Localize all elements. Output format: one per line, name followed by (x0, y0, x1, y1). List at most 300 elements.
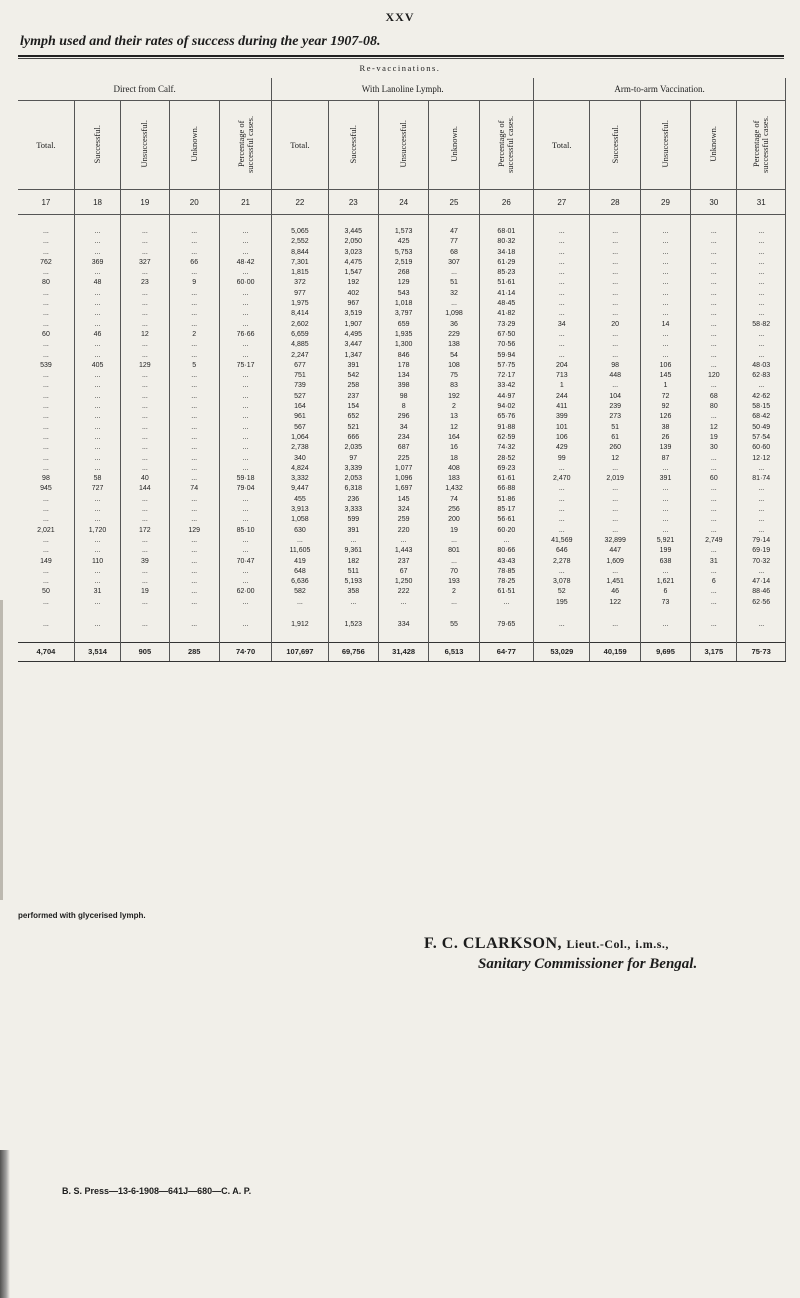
table-cell: 236 (328, 495, 378, 505)
table-cell: 46 (590, 587, 640, 597)
column-header (737, 101, 786, 190)
column-header (378, 101, 428, 190)
table-cell: 62·83 (737, 371, 786, 381)
total-cell: 74·70 (219, 643, 271, 662)
table-cell: 101 (534, 423, 590, 433)
table-cell: ... (590, 309, 640, 319)
total-cell: 75·73 (737, 643, 786, 662)
table-cell: 38 (640, 423, 690, 433)
table-cell: 57·54 (737, 433, 786, 443)
table-cell: ... (18, 248, 74, 258)
table-cell: 149 (18, 557, 74, 567)
table-cell: ... (121, 433, 169, 443)
table-cell: 411 (534, 402, 590, 412)
table-cell: ... (534, 237, 590, 247)
table-cell: 61·29 (479, 258, 533, 268)
table-cell: ... (691, 258, 737, 268)
table-cell: 58·82 (737, 320, 786, 330)
table-cell: 195 (534, 598, 590, 608)
table-cell: 129 (169, 526, 219, 536)
total-cell: 53,029 (534, 643, 590, 662)
table-row (18, 433, 786, 443)
table-row (18, 577, 786, 587)
table-row (18, 567, 786, 577)
table-cell: ... (640, 258, 690, 268)
table-cell: 192 (328, 278, 378, 288)
table-cell: 1,058 (272, 515, 328, 525)
table-cell: 46 (74, 330, 120, 340)
table-cell: ... (737, 515, 786, 525)
table-cell: ... (737, 278, 786, 288)
table-cell: ... (691, 278, 737, 288)
table-cell: ... (640, 464, 690, 474)
table-cell: 225 (378, 454, 428, 464)
table-cell: ... (737, 309, 786, 319)
table-cell: ... (691, 454, 737, 464)
column-header-label: Unknown. (188, 126, 199, 162)
table-cell: ... (74, 423, 120, 433)
table-cell: ... (590, 258, 640, 268)
table-cell: 327 (121, 258, 169, 268)
table-cell: ... (590, 227, 640, 237)
table-cell: 58·15 (737, 402, 786, 412)
table-cell: 33·42 (479, 381, 533, 391)
column-number: 23 (328, 190, 378, 215)
column-header-label: Percentage of successful cases. (235, 115, 255, 173)
table-cell: 3,447 (328, 340, 378, 350)
table-row (18, 258, 786, 268)
table-cell: 183 (429, 474, 479, 484)
table-cell: ... (590, 505, 640, 515)
table-row (18, 248, 786, 258)
spacer-cell (378, 215, 428, 228)
table-cell: 106 (640, 361, 690, 371)
table-cell: 126 (640, 412, 690, 422)
table-cell: 31 (74, 587, 120, 597)
table-cell: 405 (74, 361, 120, 371)
table-row (18, 402, 786, 412)
table-cell: 391 (328, 361, 378, 371)
table-cell: 237 (328, 392, 378, 402)
table-cell: 51 (429, 278, 479, 288)
table-cell: ... (590, 567, 640, 577)
table-cell: ... (219, 577, 271, 587)
table-cell: ... (640, 268, 690, 278)
table-cell: 762 (18, 258, 74, 268)
table-cell: 369 (74, 258, 120, 268)
table-cell: ... (691, 309, 737, 319)
table-cell: 1,098 (429, 309, 479, 319)
table-cell: ... (18, 464, 74, 474)
table-cell: 751 (272, 371, 328, 381)
table-cell: ... (169, 454, 219, 464)
table-cell: 42·62 (737, 392, 786, 402)
table-cell: ... (219, 309, 271, 319)
spacer-cell (640, 215, 690, 228)
table-cell: 2,519 (378, 258, 428, 268)
table-cell: ... (169, 443, 219, 453)
table-row (18, 351, 786, 361)
column-header (219, 101, 271, 190)
column-number: 29 (640, 190, 690, 215)
table-row (18, 454, 786, 464)
spacer-cell (121, 608, 169, 620)
table-row (18, 526, 786, 536)
table-cell: 129 (121, 361, 169, 371)
table-cell: ... (169, 402, 219, 412)
table-cell: 34·18 (479, 248, 533, 258)
table-cell: 739 (272, 381, 328, 391)
column-header-label: Total. (552, 140, 572, 150)
table-cell: 1,912 (272, 620, 328, 630)
table-cell: ... (74, 464, 120, 474)
table-cell: 87 (640, 454, 690, 464)
table-cell: 425 (378, 237, 428, 247)
table-cell: 646 (534, 546, 590, 556)
table-cell: 138 (429, 340, 479, 350)
table-cell: ... (169, 505, 219, 515)
table-cell: 967 (328, 299, 378, 309)
table-cell: ... (219, 381, 271, 391)
table-cell: 4,885 (272, 340, 328, 350)
table-cell: ... (534, 330, 590, 340)
table-cell: 239 (590, 402, 640, 412)
total-cell: 285 (169, 643, 219, 662)
table-cell: 677 (272, 361, 328, 371)
signature-rank: Lieut.-Col., (566, 937, 631, 951)
table-cell: ... (74, 536, 120, 546)
table-cell: ... (121, 351, 169, 361)
table-cell: ... (18, 227, 74, 237)
table-cell: ... (169, 495, 219, 505)
spacer-cell (429, 608, 479, 620)
table-cell: 2,602 (272, 320, 328, 330)
table-cell: 7,301 (272, 258, 328, 268)
table-cell: 69·19 (737, 546, 786, 556)
spacer-cell (737, 630, 786, 643)
table-row (18, 515, 786, 525)
table-cell: 72 (640, 392, 690, 402)
table-row (18, 392, 786, 402)
column-header (640, 101, 690, 190)
table-cell: ... (534, 278, 590, 288)
table-row (18, 330, 786, 340)
spacer-cell (328, 215, 378, 228)
table-cell: 5,065 (272, 227, 328, 237)
table-cell: ... (121, 299, 169, 309)
table-cell: 68·01 (479, 227, 533, 237)
table-cell: 62·00 (219, 587, 271, 597)
table-cell: ... (219, 237, 271, 247)
table-cell: ... (169, 381, 219, 391)
table-cell: ... (219, 423, 271, 433)
table-cell: ... (18, 351, 74, 361)
table-cell: 447 (590, 546, 640, 556)
table-cell: 68·42 (737, 412, 786, 422)
table-cell: ... (590, 237, 640, 247)
table-cell: ... (219, 227, 271, 237)
table-cell: 104 (590, 392, 640, 402)
table-cell: ... (737, 505, 786, 515)
group-header-calf: Direct from Calf. (18, 78, 272, 101)
table-cell: ... (479, 598, 533, 608)
spacer-cell (590, 215, 640, 228)
table-cell: 1,621 (640, 577, 690, 587)
table-cell: 48·42 (219, 258, 271, 268)
table-cell: 1,697 (378, 484, 428, 494)
table-cell: 74·32 (479, 443, 533, 453)
table-cell: 41,569 (534, 536, 590, 546)
table-cell: ... (691, 567, 737, 577)
column-number: 30 (691, 190, 737, 215)
table-cell: 48·03 (737, 361, 786, 371)
table-cell: 18 (429, 454, 479, 464)
column-header-label: Total. (290, 140, 310, 150)
table-cell: 98 (18, 474, 74, 484)
table-cell: 334 (378, 620, 428, 630)
table-cell: 3,023 (328, 248, 378, 258)
page-edge-shadow (0, 1150, 10, 1298)
table-cell: ... (691, 495, 737, 505)
table-cell: 1,300 (378, 340, 428, 350)
table-cell: ... (18, 309, 74, 319)
table-cell: 2,470 (534, 474, 590, 484)
table-cell: ... (169, 412, 219, 422)
table-cell: 8,844 (272, 248, 328, 258)
table-cell: ... (169, 299, 219, 309)
table-cell: ... (219, 598, 271, 608)
column-header-label: Percentage of successful cases. (751, 115, 771, 173)
table-cell: ... (378, 536, 428, 546)
table-row (18, 268, 786, 278)
table-cell: ... (18, 289, 74, 299)
table-cell: 51 (590, 423, 640, 433)
table-cell: ... (18, 577, 74, 587)
table-cell: ... (121, 443, 169, 453)
table-cell: ... (74, 567, 120, 577)
table-cell: 539 (18, 361, 74, 371)
table-cell: ... (640, 248, 690, 258)
table-cell: 11,605 (272, 546, 328, 556)
table-cell: 54 (429, 351, 479, 361)
table-cell: 8 (378, 402, 428, 412)
table-cell: 97 (328, 454, 378, 464)
table-cell: ... (691, 351, 737, 361)
table-cell: ... (737, 248, 786, 258)
table-cell: 200 (429, 515, 479, 525)
column-number: 22 (272, 190, 328, 215)
column-header-label: Total. (36, 140, 56, 150)
table-cell: ... (169, 309, 219, 319)
table-cell: 80·66 (479, 546, 533, 556)
table-cell: ... (590, 340, 640, 350)
table-cell: 144 (121, 484, 169, 494)
table-cell: ... (328, 536, 378, 546)
table-cell: ... (219, 515, 271, 525)
total-cell: 6,513 (429, 643, 479, 662)
table-cell: 44·97 (479, 392, 533, 402)
table-cell: ... (18, 536, 74, 546)
column-header-label: Unknown. (448, 126, 459, 162)
table-cell: 2 (429, 587, 479, 597)
table-cell: 1,347 (328, 351, 378, 361)
table-row (18, 371, 786, 381)
spacer-cell (378, 630, 428, 643)
spacer-cell (534, 630, 590, 643)
table-cell: ... (640, 330, 690, 340)
table-cell: ... (219, 289, 271, 299)
table-cell: ... (640, 237, 690, 247)
table-cell: ... (74, 268, 120, 278)
table-cell: ... (18, 598, 74, 608)
table-cell: ... (590, 484, 640, 494)
table-cell: ... (691, 412, 737, 422)
table-cell: ... (18, 237, 74, 247)
table-cell: 2,035 (328, 443, 378, 453)
table-cell: ... (429, 299, 479, 309)
spacer-cell (534, 215, 590, 228)
table-cell: 120 (691, 371, 737, 381)
page-number: XXV (385, 10, 415, 24)
spacer-cell (74, 608, 120, 620)
table-cell: ... (590, 515, 640, 525)
table-row (18, 598, 786, 608)
table-cell: 12 (121, 330, 169, 340)
table-cell: ... (429, 536, 479, 546)
spacer-cell (590, 608, 640, 620)
spacer-cell (328, 608, 378, 620)
table-cell: 32,899 (590, 536, 640, 546)
spacer-cell (219, 630, 271, 643)
table-cell: 60·00 (219, 278, 271, 288)
table-cell: 182 (328, 557, 378, 567)
group-header-arm: Arm-to-arm Vaccination. (534, 78, 786, 101)
table-cell: ... (534, 526, 590, 536)
table-cell: 3,519 (328, 309, 378, 319)
table-cell: 2,749 (691, 536, 737, 546)
spacer-cell (429, 630, 479, 643)
table-cell: ... (74, 546, 120, 556)
spacer-cell (219, 608, 271, 620)
table-cell: ... (169, 351, 219, 361)
table-cell: 1,018 (378, 299, 428, 309)
table-cell: 92 (640, 402, 690, 412)
table-cell: ... (121, 423, 169, 433)
table-cell: ... (219, 320, 271, 330)
table-cell: 2,278 (534, 557, 590, 567)
table-cell: 527 (272, 392, 328, 402)
column-number: 19 (121, 190, 169, 215)
table-cell: ... (18, 546, 74, 556)
table-cell: 23 (121, 278, 169, 288)
table-cell: ... (691, 505, 737, 515)
table-cell: ... (121, 495, 169, 505)
table-cell: ... (169, 227, 219, 237)
spacer-cell (18, 215, 74, 228)
table-cell: 98 (590, 361, 640, 371)
table-cell: ... (18, 423, 74, 433)
table-cell: ... (737, 330, 786, 340)
table-cell: ... (74, 495, 120, 505)
table-cell: ... (640, 505, 690, 515)
table-cell: 61·51 (479, 587, 533, 597)
table-cell: 6,659 (272, 330, 328, 340)
table-cell: 1,609 (590, 557, 640, 567)
table-cell: ... (169, 248, 219, 258)
table-cell: ... (169, 546, 219, 556)
table-cell: 1,250 (378, 577, 428, 587)
table-cell: ... (219, 464, 271, 474)
column-number: 28 (590, 190, 640, 215)
table-cell: 5 (169, 361, 219, 371)
table-row (18, 278, 786, 288)
table-cell: ... (737, 351, 786, 361)
table-row (18, 299, 786, 309)
table-cell: 3,797 (378, 309, 428, 319)
table-cell: 391 (328, 526, 378, 536)
table-cell: 67·50 (479, 330, 533, 340)
table-cell: 75 (429, 371, 479, 381)
column-header (74, 101, 120, 190)
table-cell: 62·56 (737, 598, 786, 608)
table-cell: ... (74, 227, 120, 237)
table-cell: 6,636 (272, 577, 328, 587)
table-cell: 178 (378, 361, 428, 371)
table-row (18, 546, 786, 556)
table-cell: 122 (590, 598, 640, 608)
table-cell: ... (534, 340, 590, 350)
table-cell: 713 (534, 371, 590, 381)
table-cell: ... (74, 351, 120, 361)
table-cell: 72·17 (479, 371, 533, 381)
table-cell: ... (737, 227, 786, 237)
table-cell: 94·02 (479, 402, 533, 412)
table-cell: ... (121, 227, 169, 237)
table-cell: 3,078 (534, 577, 590, 587)
table-cell: ... (121, 371, 169, 381)
table-cell: ... (18, 454, 74, 464)
table-cell: ... (590, 268, 640, 278)
table-cell: 402 (328, 289, 378, 299)
table-cell: 391 (640, 474, 690, 484)
table-cell: 659 (378, 320, 428, 330)
spacer-cell (590, 630, 640, 643)
table-cell: 80 (691, 402, 737, 412)
table-cell: ... (219, 392, 271, 402)
table-cell: ... (18, 381, 74, 391)
table-row (18, 587, 786, 597)
table-cell: 70 (429, 567, 479, 577)
table-cell: ... (121, 598, 169, 608)
table-cell: 34 (378, 423, 428, 433)
table-cell: ... (640, 495, 690, 505)
table-cell: ... (534, 464, 590, 474)
table-cell: 67 (378, 567, 428, 577)
table-cell: 43·43 (479, 557, 533, 567)
table-cell: ... (74, 289, 120, 299)
table-cell: 2,050 (328, 237, 378, 247)
table-cell: ... (534, 515, 590, 525)
table-cell: 74 (169, 484, 219, 494)
spacer-cell (691, 630, 737, 643)
table-cell: 567 (272, 423, 328, 433)
spacer-cell (74, 215, 120, 228)
table-cell: ... (691, 340, 737, 350)
table-cell: 666 (328, 433, 378, 443)
table-row (18, 309, 786, 319)
table-cell: ... (219, 412, 271, 422)
table-cell: 1,451 (590, 577, 640, 587)
